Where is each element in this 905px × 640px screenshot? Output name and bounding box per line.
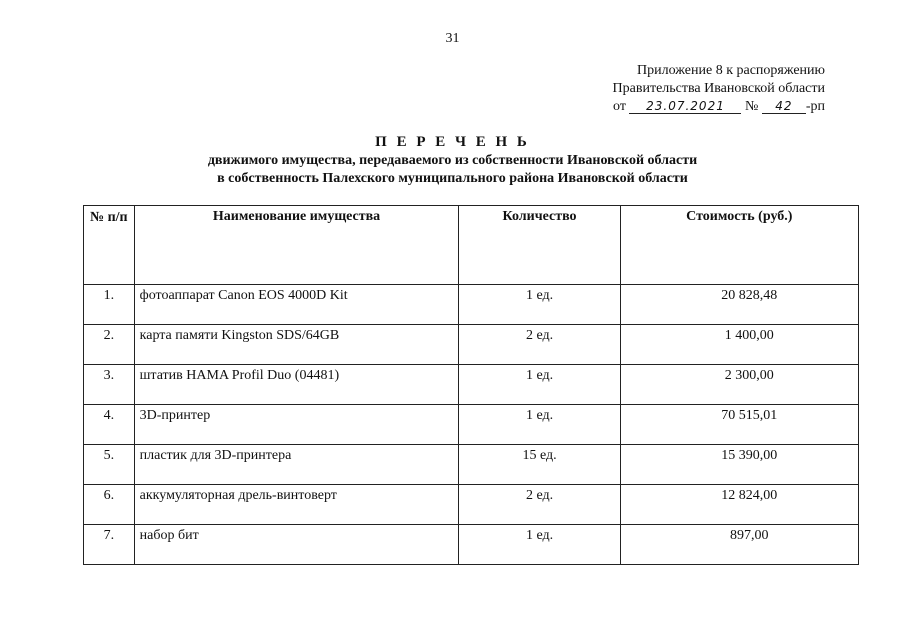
row-num: 5. [84, 445, 135, 485]
row-name: штатив HAMA Profil Duo (04481) [134, 365, 459, 405]
table-row [84, 445, 859, 485]
row-name: аккумуляторная дрель-винтоверт [134, 485, 459, 525]
row-cost: 15 390,00 [620, 445, 858, 485]
row-cost: 70 515,01 [620, 405, 858, 445]
header-qty: Количество [459, 206, 620, 285]
from-label: от [613, 99, 626, 114]
row-qty: 15 ед. [459, 445, 620, 485]
appendix-block [613, 62, 825, 116]
table-row [84, 485, 859, 525]
table-header-row [84, 206, 859, 285]
table-row [84, 325, 859, 365]
row-qty: 2 ед. [459, 485, 620, 525]
row-cost: 897,00 [620, 525, 858, 565]
page-number: 31 [445, 31, 460, 46]
row-name: набор бит [134, 525, 459, 565]
row-num: 1. [84, 285, 135, 325]
row-qty: 1 ед. [459, 285, 620, 325]
row-qty: 1 ед. [459, 365, 620, 405]
row-qty: 1 ед. [459, 525, 620, 565]
table-row [84, 285, 859, 325]
row-name: пластик для 3D-принтера [134, 445, 459, 485]
handwritten-number: 42 [762, 99, 806, 114]
row-num: 2. [84, 325, 135, 365]
table-row [84, 405, 859, 445]
subtitle-line-2: в собственность Палехского муниципального района Ивановской области [217, 171, 688, 186]
number-label: № [744, 99, 759, 114]
appendix-line-2: Правительства Ивановской области [612, 81, 825, 96]
appendix-line-3 [613, 98, 825, 116]
row-qty: 2 ед. [459, 325, 620, 365]
row-cost: 1 400,00 [620, 325, 858, 365]
header-name: Наименование имущества [134, 206, 459, 285]
row-cost: 2 300,00 [620, 365, 858, 405]
row-cost: 12 824,00 [620, 485, 858, 525]
document-title: П Е Р Е Ч Е Н Ь [375, 134, 530, 150]
header-num: № п/п [84, 206, 135, 285]
row-num: 3. [84, 365, 135, 405]
row-name: 3D-принтер [134, 405, 459, 445]
row-cost: 20 828,48 [620, 285, 858, 325]
header-cost: Стоимость (руб.) [620, 206, 858, 285]
row-qty: 1 ед. [459, 405, 620, 445]
number-suffix: -рп [805, 99, 825, 114]
row-num: 4. [84, 405, 135, 445]
table-row [84, 365, 859, 405]
row-num: 6. [84, 485, 135, 525]
row-num: 7. [84, 525, 135, 565]
row-name: карта памяти Kingston SDS/64GB [134, 325, 459, 365]
property-table [83, 205, 859, 565]
row-name: фотоаппарат Canon EOS 4000D Kit [134, 285, 459, 325]
subtitle-line-1: движимого имущества, передаваемого из собственности Ивановской области [207, 153, 698, 168]
appendix-line-1: Приложение 8 к распоряжению [637, 63, 825, 78]
document-subtitle [0, 152, 905, 188]
handwritten-date: 23.07.2021 [629, 99, 741, 114]
table-row [84, 525, 859, 565]
